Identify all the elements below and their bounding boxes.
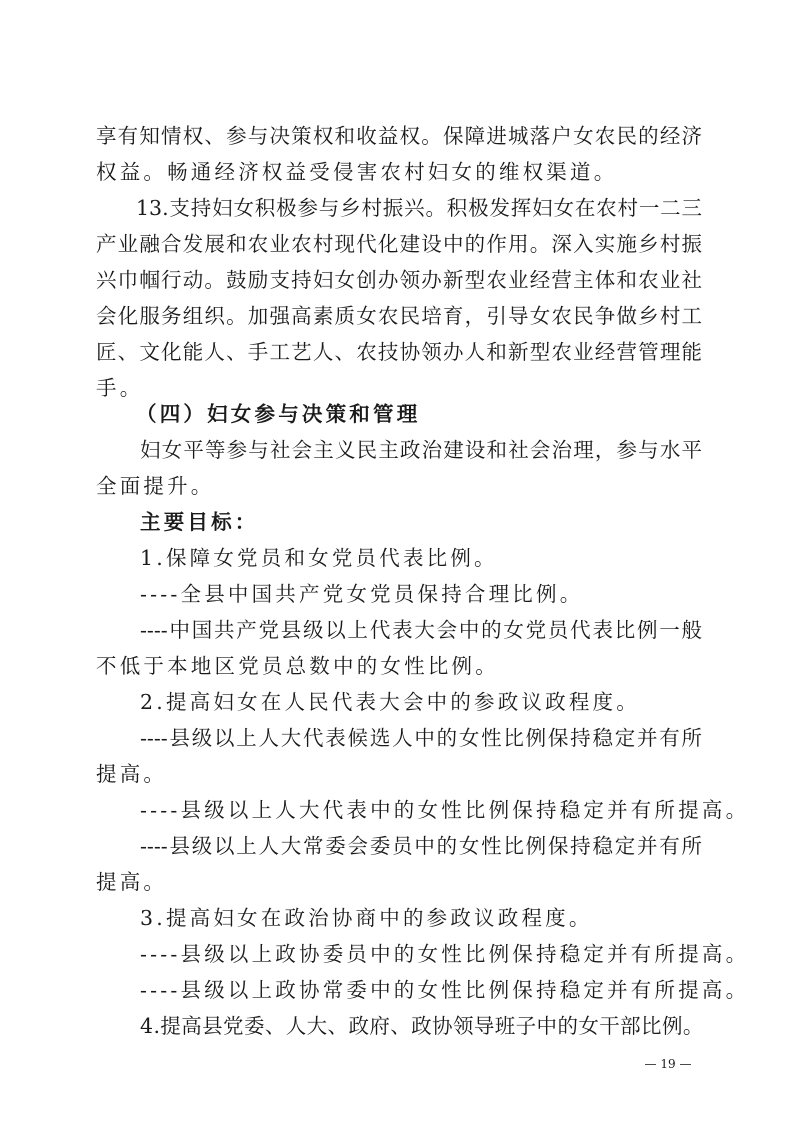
body-text-line: 妇女平等参与社会主义民主政治建设和社会治理，参与水平	[140, 438, 702, 462]
goal-item: 3.提高妇女在政治协商中的参政议政程度。	[140, 906, 593, 930]
body-text-line: 匠、文化能人、手工艺人、农技协领办人和新型农业经营管理能	[96, 340, 702, 364]
page-number: — 19 —	[644, 1057, 692, 1071]
body-text-line: 兴巾帼行动。鼓励支持妇女创办领办新型农业经营主体和农业社	[96, 268, 702, 292]
goals-heading: 主要目标：	[140, 510, 259, 534]
goal-item: ----县级以上人大常委会委员中的女性比例保持稳定并有所	[140, 834, 702, 858]
body-text-line: 产业融合发展和农业农村现代化建设中的作用。深入实施乡村振	[96, 232, 702, 256]
body-text-line: 13.支持妇女积极参与乡村振兴。积极发挥妇女在农村一二三	[136, 196, 702, 220]
goal-item: ----全县中国共产党女党员保持合理比例。	[140, 582, 584, 606]
goal-item: ----县级以上人大代表中的女性比例保持稳定并有所提高。	[140, 798, 750, 822]
goal-item: 1.保障女党员和女党员代表比例。	[140, 546, 498, 570]
body-text-line: 享有知情权、参与决策权和收益权。保障进城落户女农民的经济	[96, 124, 702, 148]
goal-item: ----县级以上政协委员中的女性比例保持稳定并有所提高。	[140, 942, 750, 966]
body-text-line: 会化服务组织。加强高素质女农民培育，引导女农民争做乡村工	[96, 304, 702, 328]
goal-item: 不低于本地区党员总数中的女性比例。	[96, 654, 499, 678]
goal-item: 4.提高县党委、人大、政府、政协领导班子中的女干部比例。	[140, 1014, 704, 1038]
body-text-line: 全面提升。	[96, 474, 215, 498]
goal-item: ----中国共产党县级以上代表大会中的女党员代表比例一般	[140, 618, 702, 642]
goal-item: 2.提高妇女在人民代表大会中的参政议政程度。	[140, 690, 640, 714]
body-text-line: 权益。畅通经济权益受侵害农村妇女的维权渠道。	[96, 160, 618, 184]
goal-item: ----县级以上人大代表候选人中的女性比例保持稳定并有所	[140, 726, 702, 750]
goal-item: ----县级以上政协常委中的女性比例保持稳定并有所提高。	[140, 978, 750, 1002]
section-heading: （四）妇女参与决策和管理	[136, 402, 421, 426]
body-text-line: 手。	[96, 376, 144, 400]
goal-item: 提高。	[96, 762, 168, 786]
goal-item: 提高。	[96, 870, 168, 894]
